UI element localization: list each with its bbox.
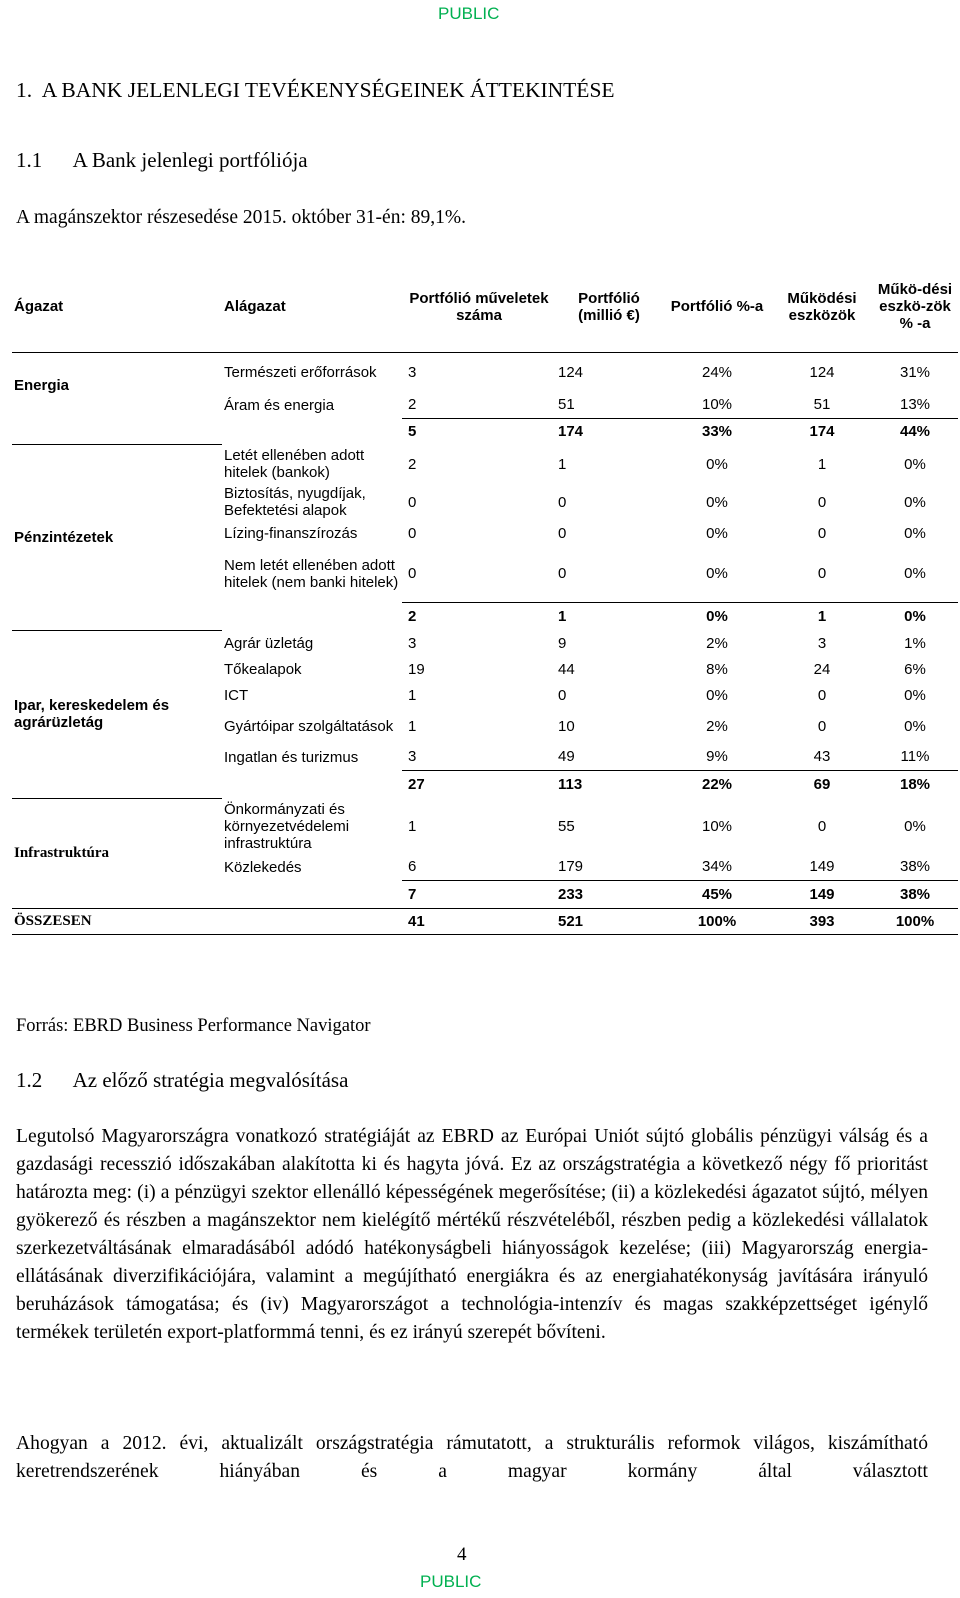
value-cell: 31% xyxy=(899,363,931,381)
value-cell: 33% xyxy=(662,418,772,444)
value-cell: 0% xyxy=(904,686,926,704)
value-cell: 0 xyxy=(558,686,567,704)
subsector-cell: Agrár üzletág xyxy=(224,634,314,652)
value-cell: 55 xyxy=(558,817,575,835)
subsector-cell: Közlekedés xyxy=(224,858,302,876)
value-cell: 38% xyxy=(872,880,958,908)
value-cell: 13% xyxy=(899,396,931,414)
subsector-cell: Áram és energia xyxy=(224,396,335,414)
value-cell: 2% xyxy=(706,634,728,652)
sector-infrastruktura: Infrastruktúra xyxy=(12,798,222,908)
value-cell: 45% xyxy=(662,880,772,908)
table-row xyxy=(12,630,958,656)
value-cell: 8% xyxy=(706,660,728,678)
value-cell: 393 xyxy=(772,908,872,934)
subsector-cell: ICT xyxy=(224,686,249,704)
value-cell: 2% xyxy=(706,717,728,735)
source-note: Forrás: EBRD Business Performance Navigator xyxy=(16,1016,371,1036)
value-cell: 2 xyxy=(408,396,417,414)
value-cell: 0 xyxy=(408,565,417,583)
col-header-muveletek: Portfólió műveletek száma xyxy=(409,289,549,324)
value-cell: 44 xyxy=(558,660,575,678)
value-cell: 6% xyxy=(904,660,926,678)
value-cell: 1 xyxy=(772,602,872,630)
value-cell: 233 xyxy=(552,880,662,908)
subsector-cell: Nem letét ellenében adott hitelek (nem banki hitelek) xyxy=(224,557,399,591)
value-cell: 0% xyxy=(904,817,926,835)
value-cell: 1 xyxy=(552,602,662,630)
value-cell: 0 xyxy=(817,524,827,542)
value-cell: 24 xyxy=(813,660,831,678)
value-cell: 10% xyxy=(701,396,733,414)
col-header-alagazat: Alágazat xyxy=(224,298,286,316)
value-cell: 0 xyxy=(558,493,567,511)
value-cell: 9% xyxy=(706,748,728,766)
value-cell: 1% xyxy=(904,634,926,652)
table-row xyxy=(12,798,958,854)
value-cell: 51 xyxy=(813,396,831,414)
value-cell: 51 xyxy=(558,396,575,414)
value-cell: 0% xyxy=(904,565,926,583)
value-cell: 0% xyxy=(706,493,728,511)
value-cell: 0 xyxy=(817,493,827,511)
value-cell: 49 xyxy=(558,748,575,766)
value-cell: 0% xyxy=(706,524,728,542)
subsector-cell: Természeti erőforrások xyxy=(224,363,377,381)
subtotal-row xyxy=(12,418,958,444)
table-header-row xyxy=(12,262,958,352)
subsector-cell: Önkormányzati és környezetvédelemi infrastruktúra xyxy=(224,800,350,852)
col-header-mukodesi: Működési eszközök xyxy=(787,289,857,324)
page-number: 4 xyxy=(457,1544,467,1565)
value-cell: 6 xyxy=(408,858,417,876)
value-cell: 1 xyxy=(558,455,567,473)
value-cell: 100% xyxy=(662,908,772,934)
value-cell: 0% xyxy=(904,493,926,511)
value-cell: 34% xyxy=(701,858,733,876)
sector-ipar: Ipar, kereskedelem és agrárüzletág xyxy=(12,630,222,798)
value-cell: 0 xyxy=(817,565,827,583)
intro-text: A magánszektor részesedése 2015. október 31-én: 89,1%. xyxy=(16,207,466,228)
subsector-cell: Gyártóipar szolgáltatások xyxy=(224,717,394,735)
value-cell: 7 xyxy=(402,880,552,908)
value-cell: 0% xyxy=(706,686,728,704)
value-cell: 100% xyxy=(872,908,958,934)
value-cell: 124 xyxy=(558,363,584,381)
value-cell: 27 xyxy=(402,770,552,798)
value-cell: 0% xyxy=(662,602,772,630)
table-row xyxy=(12,352,958,392)
value-cell: 1 xyxy=(817,455,827,473)
value-cell: 521 xyxy=(552,908,662,934)
value-cell: 69 xyxy=(772,770,872,798)
value-cell: 3 xyxy=(408,748,417,766)
sector-penzintezetek: Pénzintézetek xyxy=(12,444,222,630)
value-cell: 19 xyxy=(408,660,425,678)
sector-energia: Energia xyxy=(14,376,70,394)
subsector-cell: Ingatlan és turizmus xyxy=(224,748,359,766)
heading-1-1: 1.1 A Bank jelenlegi portfóliója xyxy=(16,148,308,172)
value-cell: 124 xyxy=(809,363,835,381)
value-cell: 0% xyxy=(904,717,926,735)
value-cell: 43 xyxy=(813,748,831,766)
value-cell: 174 xyxy=(552,418,662,444)
value-cell: 44% xyxy=(872,418,958,444)
value-cell: 0 xyxy=(817,817,827,835)
heading-1-2: 1.2 Az előző stratégia megvalósítása xyxy=(16,1068,349,1092)
value-cell: 3 xyxy=(408,634,417,652)
paragraph-1: Legutolsó Magyarországra vonatkozó stratégiáját az EBRD az Európai Uniót sújtó globális pénzügyi válság és a gazdasági recesszió időszakában alakította ki és hagyta jóvá. Ez az országstratégia a következő négy fő prioritást határozta meg: (i) a pénzügyi szektor ellenálló képességének megerősítése; (ii) a közlekedési ágazatot sújtó, mélyen gyökerező és részben a magánszektor nem kielégítő mértékű részvételéből, részben pedig a közlekedési vállalatok szerkezetváltásának elmaradásából adódó hatékonyságbeli hiányosságok kezelése; (iii) Magyarország energia-ellátásának diverzifikációjára, valamint a megújítható energiákra és az energiahatékonyság javítására irányuló beruházások támogatása; és (iv) Magyarországot a technológia-intenzív és magas szakképzettséget igénylő termékek területén export-platformmá tenni, és ez irányú szerepét bővíteni. xyxy=(16,1126,928,1343)
subsector-cell: Letét ellenében adott hitelek (bankok) xyxy=(224,447,365,481)
value-cell: 41 xyxy=(402,908,552,934)
value-cell: 18% xyxy=(872,770,958,798)
value-cell: 0 xyxy=(817,717,827,735)
value-cell: 179 xyxy=(558,858,584,876)
value-cell: 1 xyxy=(408,686,417,704)
col-header-mukodesi-pct: Műkö-dési eszkö-zök % -a xyxy=(877,281,953,333)
col-header-portfolio-pct: Portfólió %-a xyxy=(670,298,764,316)
value-cell: 10% xyxy=(701,817,733,835)
value-cell: 24% xyxy=(701,363,733,381)
value-cell: 174 xyxy=(772,418,872,444)
value-cell: 3 xyxy=(817,634,827,652)
paragraph-2: Ahogyan a 2012. évi, aktualizált országstratégia rámutatott, a strukturális reformok világos, kiszámítható keretrendszerének hiányában és a magyar kormány által választott xyxy=(16,1433,928,1482)
subsector-cell: Biztosítás, nyugdíjak, Befektetési alapok xyxy=(224,485,366,519)
value-cell: 149 xyxy=(772,880,872,908)
value-cell: 0 xyxy=(817,686,827,704)
value-cell: 0 xyxy=(408,493,417,511)
portfolio-table xyxy=(12,262,958,935)
col-header-agazat: Ágazat xyxy=(14,298,64,316)
value-cell: 3 xyxy=(408,363,417,381)
value-cell: 22% xyxy=(662,770,772,798)
value-cell: 10 xyxy=(558,717,575,735)
sector-osszesen: ÖSSZESEN xyxy=(12,908,222,934)
table-row xyxy=(12,444,958,484)
value-cell: 1 xyxy=(408,817,417,835)
value-cell: 2 xyxy=(408,455,417,473)
value-cell: 0 xyxy=(408,524,417,542)
value-cell: 2 xyxy=(402,602,552,630)
value-cell: 11% xyxy=(900,748,930,766)
value-cell: 113 xyxy=(552,770,662,798)
value-cell: 1 xyxy=(408,717,417,735)
value-cell: 149 xyxy=(809,858,835,876)
value-cell: 0 xyxy=(558,565,567,583)
heading-1: 1. A BANK JELENLEGI TEVÉKENYSÉGEINEK ÁTTEKINTÉSE xyxy=(16,78,615,102)
value-cell: 0% xyxy=(872,602,958,630)
public-header-label: PUBLIC xyxy=(438,4,500,23)
value-cell: 0% xyxy=(904,524,926,542)
value-cell: 0% xyxy=(706,455,728,473)
value-cell: 0% xyxy=(904,455,926,473)
subsector-cell: Lízing-finanszírozás xyxy=(224,524,358,542)
subsector-cell: Tőkealapok xyxy=(224,660,302,678)
col-header-portfolio-millio: Portfólió (millió €) xyxy=(578,289,640,324)
total-row xyxy=(12,908,958,934)
public-footer-label: PUBLIC xyxy=(420,1572,482,1591)
value-cell: 9 xyxy=(558,634,567,652)
value-cell: 5 xyxy=(402,418,552,444)
value-cell: 0 xyxy=(558,524,567,542)
value-cell: 0% xyxy=(706,565,728,583)
value-cell: 38% xyxy=(899,858,931,876)
